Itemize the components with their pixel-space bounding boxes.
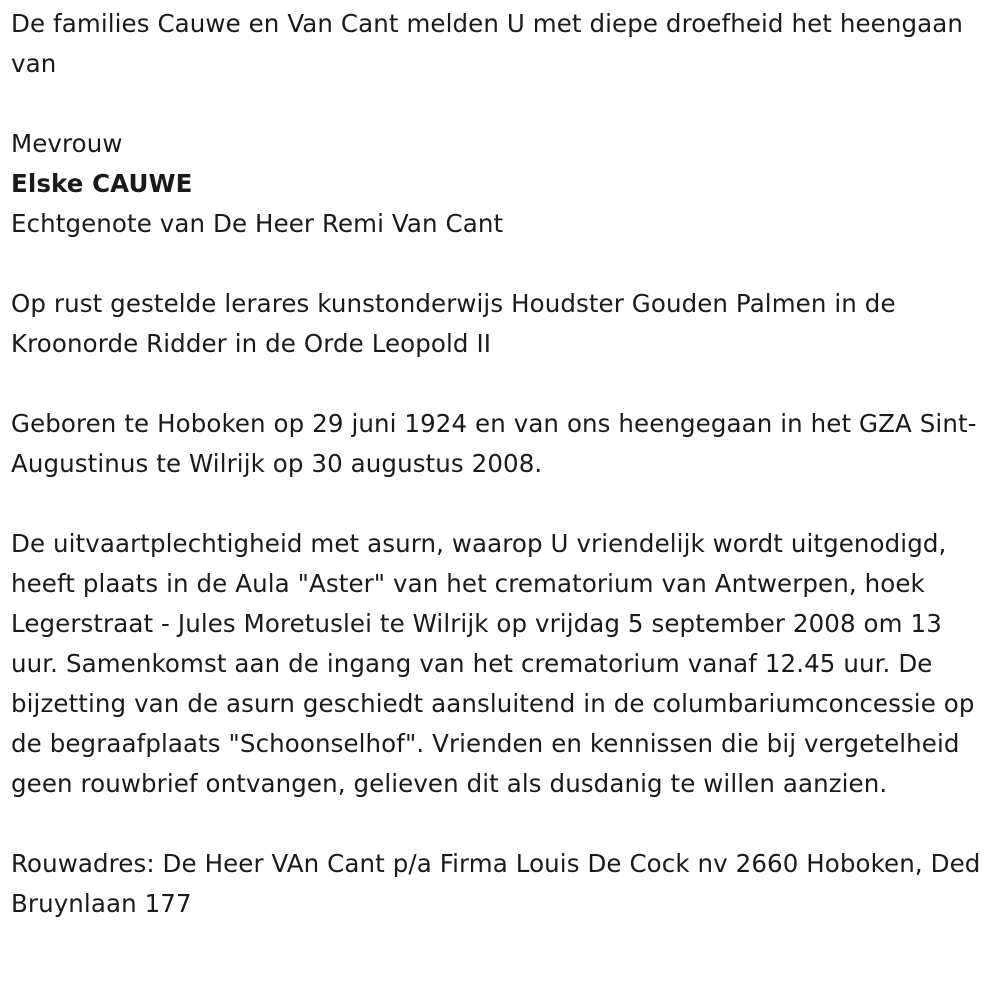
honors-text: Op rust gestelde lerares kunstonderwijs Houdster Gouden Palmen in de Kroonorde Ridder in de Orde Leopold II — [11, 289, 896, 358]
ceremony-text: De uitvaartplechtigheid met asurn, waarop U vriendelijk wordt uitgenodigd, heeft plaats in de Aula "Aster" van het crematorium van Antwerpen, hoek Legerstraat - Jules Moretuslei te Wilrijk op vrijdag 5 september 2008 om 13 uur. Samenkomst aan de ingang van het crematorium vanaf 12.45 uur. De bijzetting van de asurn geschiedt aansluitend in de columbariumconcessie op de begraafplaats "Schoonselhof". Vrienden en kennissen die bij vergetelheid geen rouwbrief ontvangen, gelieven dit als dusdanig te willen aanzien. — [11, 529, 975, 798]
salutation: Mevrouw — [11, 129, 123, 158]
spacer — [11, 484, 996, 524]
birth-death-text: Geboren te Hoboken op 29 juni 1924 en van ons heengegaan in het GZA Sint-Augustinus te Wilrijk op 30 augustus 2008. — [11, 409, 977, 478]
spouse-line: Echtgenote van De Heer Remi Van Cant — [11, 209, 504, 238]
mourning-address: Rouwadres: De Heer VAn Cant p/a Firma Louis De Cock nv 2660 Hoboken, Ded Bruynlaan 177 — [11, 849, 981, 918]
spacer — [11, 244, 996, 284]
spacer — [11, 364, 996, 404]
intro-text: De families Cauwe en Van Cant melden U met diepe droefheid het heengaan van — [11, 9, 963, 78]
spacer — [11, 84, 996, 124]
deceased-name: Elske CAUWE — [11, 169, 193, 198]
spacer — [11, 804, 996, 844]
obituary-notice — [11, 4, 996, 924]
